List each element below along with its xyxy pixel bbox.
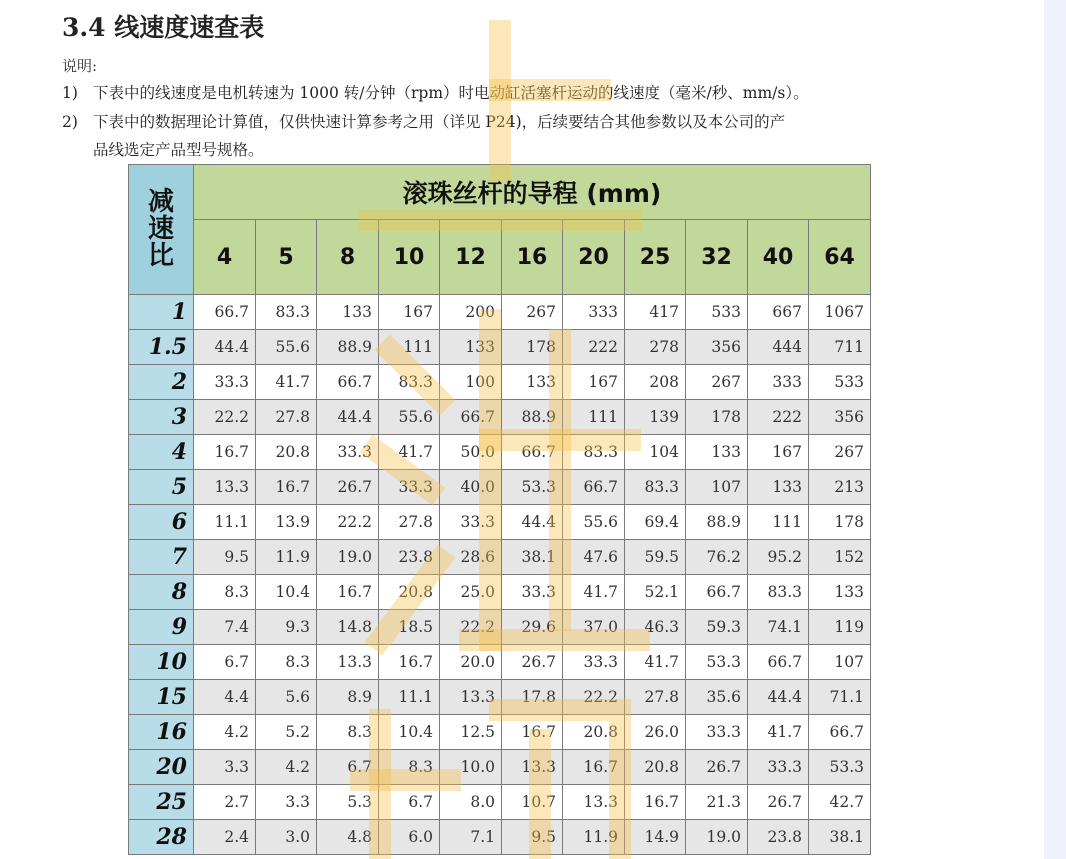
speed-value-cell: 33.3	[317, 435, 379, 470]
speed-value-cell: 66.7	[748, 645, 809, 680]
speed-value-cell: 133	[748, 470, 809, 505]
lead-header-cell: 5	[256, 220, 317, 295]
speed-value-cell: 5.2	[256, 715, 317, 750]
speed-value-cell: 37.0	[563, 610, 625, 645]
speed-value-cell: 1067	[809, 295, 871, 330]
ratio-cell: 16	[129, 715, 194, 750]
speed-value-cell: 267	[686, 365, 748, 400]
speed-value-cell: 17.8	[502, 680, 563, 715]
ratio-cell: 25	[129, 785, 194, 820]
speed-value-cell: 35.6	[686, 680, 748, 715]
speed-value-cell: 38.1	[809, 820, 871, 855]
lead-header-cell: 12	[440, 220, 502, 295]
speed-value-cell: 46.3	[625, 610, 686, 645]
speed-value-cell: 69.4	[625, 505, 686, 540]
speed-value-cell: 66.7	[563, 470, 625, 505]
speed-value-cell: 66.7	[502, 435, 563, 470]
speed-value-cell: 667	[748, 295, 809, 330]
speed-value-cell: 71.1	[809, 680, 871, 715]
ratio-cell: 6	[129, 505, 194, 540]
speed-value-cell: 356	[686, 330, 748, 365]
speed-value-cell: 74.1	[748, 610, 809, 645]
speed-value-cell: 22.2	[563, 680, 625, 715]
speed-value-cell: 26.7	[686, 750, 748, 785]
speed-value-cell: 711	[809, 330, 871, 365]
speed-value-cell: 16.7	[379, 645, 440, 680]
ratio-cell: 20	[129, 750, 194, 785]
speed-value-cell: 52.1	[625, 575, 686, 610]
speed-value-cell: 8.3	[194, 575, 256, 610]
section-heading: 3.4 线速度速查表	[62, 13, 265, 42]
table-row	[129, 680, 871, 715]
speed-value-cell: 13.3	[502, 750, 563, 785]
speed-value-cell: 107	[809, 645, 871, 680]
table-row	[129, 610, 871, 645]
speed-value-cell: 20.8	[379, 575, 440, 610]
speed-value-cell: 111	[563, 400, 625, 435]
speed-value-cell: 29.6	[502, 610, 563, 645]
speed-value-cell: 83.3	[379, 365, 440, 400]
speed-value-cell: 333	[748, 365, 809, 400]
speed-value-cell: 22.2	[317, 505, 379, 540]
ratio-cell: 10	[129, 645, 194, 680]
speed-value-cell: 200	[440, 295, 502, 330]
speed-value-cell: 133	[317, 295, 379, 330]
speed-value-cell: 2.4	[194, 820, 256, 855]
speed-value-cell: 42.7	[809, 785, 871, 820]
table-row	[129, 820, 871, 855]
note-2	[62, 110, 785, 132]
speed-value-cell: 18.5	[379, 610, 440, 645]
ratio-header	[129, 165, 194, 295]
table-row	[129, 645, 871, 680]
lead-header-row	[129, 220, 871, 295]
speed-value-cell: 119	[809, 610, 871, 645]
speed-value-cell: 13.9	[256, 505, 317, 540]
speed-value-cell: 139	[625, 400, 686, 435]
speed-value-cell: 27.8	[256, 400, 317, 435]
speed-value-cell: 83.3	[625, 470, 686, 505]
speed-value-cell: 3.0	[256, 820, 317, 855]
speed-value-cell: 12.5	[440, 715, 502, 750]
table-row	[129, 785, 871, 820]
ratio-cell: 1	[129, 295, 194, 330]
note-text: 下表中的线速度是电机转速为 1000 转/分钟（rpm）时电动缸活塞杆运动的线速度（毫米/秒、mm/s）。	[93, 84, 809, 102]
speed-value-cell: 83.3	[256, 295, 317, 330]
speed-value-cell: 9.5	[502, 820, 563, 855]
ratio-header-text: 减速比	[147, 187, 174, 271]
speed-value-cell: 5.3	[317, 785, 379, 820]
speed-value-cell: 33.3	[748, 750, 809, 785]
speed-value-cell: 55.6	[563, 505, 625, 540]
speed-value-cell: 20.8	[625, 750, 686, 785]
lead-header-cell: 32	[686, 220, 748, 295]
speed-value-cell: 47.6	[563, 540, 625, 575]
speed-value-cell: 152	[809, 540, 871, 575]
speed-value-cell: 8.3	[256, 645, 317, 680]
speed-value-cell: 66.7	[809, 715, 871, 750]
speed-value-cell: 222	[563, 330, 625, 365]
speed-value-cell: 33.3	[440, 505, 502, 540]
speed-value-cell: 7.1	[440, 820, 502, 855]
ratio-cell: 9	[129, 610, 194, 645]
speed-value-cell: 19.0	[686, 820, 748, 855]
speed-value-cell: 8.0	[440, 785, 502, 820]
speed-value-cell: 178	[502, 330, 563, 365]
speed-value-cell: 33.3	[379, 470, 440, 505]
speed-value-cell: 4.2	[256, 750, 317, 785]
speed-value-cell: 9.5	[194, 540, 256, 575]
speed-value-cell: 13.3	[440, 680, 502, 715]
speed-value-cell: 111	[379, 330, 440, 365]
speed-value-cell: 14.9	[625, 820, 686, 855]
speed-value-cell: 16.7	[563, 750, 625, 785]
ratio-cell: 15	[129, 680, 194, 715]
ratio-cell: 2	[129, 365, 194, 400]
speed-value-cell: 133	[686, 435, 748, 470]
speed-value-cell: 88.9	[317, 330, 379, 365]
speed-value-cell: 66.7	[440, 400, 502, 435]
speed-value-cell: 213	[809, 470, 871, 505]
speed-value-cell: 533	[686, 295, 748, 330]
speed-value-cell: 167	[748, 435, 809, 470]
speed-value-cell: 16.7	[194, 435, 256, 470]
ratio-cell: 7	[129, 540, 194, 575]
table-row	[129, 365, 871, 400]
speed-value-cell: 66.7	[194, 295, 256, 330]
scrollbar-track[interactable]	[1044, 0, 1066, 859]
speed-value-cell: 4.8	[317, 820, 379, 855]
table-body	[129, 295, 871, 855]
speed-value-cell: 76.2	[686, 540, 748, 575]
speed-value-cell: 100	[440, 365, 502, 400]
table-row	[129, 295, 871, 330]
table-row	[129, 750, 871, 785]
speed-value-cell: 41.7	[625, 645, 686, 680]
speed-value-cell: 167	[379, 295, 440, 330]
speed-value-cell: 4.2	[194, 715, 256, 750]
speed-value-cell: 23.8	[748, 820, 809, 855]
speed-value-cell: 133	[809, 575, 871, 610]
speed-value-cell: 133	[440, 330, 502, 365]
speed-value-cell: 83.3	[563, 435, 625, 470]
speed-value-cell: 278	[625, 330, 686, 365]
speed-value-cell: 50.0	[440, 435, 502, 470]
speed-value-cell: 8.3	[379, 750, 440, 785]
ratio-cell: 28	[129, 820, 194, 855]
speed-value-cell: 16.7	[317, 575, 379, 610]
speed-value-cell: 55.6	[256, 330, 317, 365]
speed-value-cell: 10.7	[502, 785, 563, 820]
speed-value-cell: 6.0	[379, 820, 440, 855]
speed-value-cell: 10.0	[440, 750, 502, 785]
speed-value-cell: 88.9	[686, 505, 748, 540]
ratio-cell: 5	[129, 470, 194, 505]
speed-value-cell: 107	[686, 470, 748, 505]
linear-speed-table	[128, 164, 871, 855]
speed-value-cell: 104	[625, 435, 686, 470]
speed-value-cell: 41.7	[563, 575, 625, 610]
speed-value-cell: 55.6	[379, 400, 440, 435]
ratio-cell: 3	[129, 400, 194, 435]
speed-value-cell: 3.3	[194, 750, 256, 785]
note-number: 1)	[62, 84, 78, 102]
speed-value-cell: 53.3	[686, 645, 748, 680]
speed-value-cell: 41.7	[379, 435, 440, 470]
speed-value-cell: 533	[809, 365, 871, 400]
speed-value-cell: 28.6	[440, 540, 502, 575]
speed-value-cell: 8.3	[317, 715, 379, 750]
table-row	[129, 575, 871, 610]
speed-value-cell: 26.7	[502, 645, 563, 680]
speed-value-cell: 11.1	[379, 680, 440, 715]
speed-value-cell: 19.0	[317, 540, 379, 575]
table-row	[129, 435, 871, 470]
speed-value-cell: 95.2	[748, 540, 809, 575]
table-row	[129, 470, 871, 505]
speed-value-cell: 7.4	[194, 610, 256, 645]
speed-value-cell: 33.3	[686, 715, 748, 750]
speed-value-cell: 8.9	[317, 680, 379, 715]
speed-value-cell: 10.4	[379, 715, 440, 750]
speed-value-cell: 44.4	[748, 680, 809, 715]
table-row	[129, 540, 871, 575]
speed-value-cell: 38.1	[502, 540, 563, 575]
speed-value-cell: 10.4	[256, 575, 317, 610]
ratio-cell: 1.5	[129, 330, 194, 365]
speed-value-cell: 267	[502, 295, 563, 330]
speed-value-cell: 26.0	[625, 715, 686, 750]
speed-value-cell: 5.6	[256, 680, 317, 715]
speed-value-cell: 11.9	[563, 820, 625, 855]
speed-value-cell: 267	[809, 435, 871, 470]
lead-header-cell: 25	[625, 220, 686, 295]
speed-value-cell: 44.4	[502, 505, 563, 540]
speed-value-cell: 59.3	[686, 610, 748, 645]
note-number: 2)	[62, 113, 78, 131]
lead-header-cell: 4	[194, 220, 256, 295]
speed-value-cell: 13.3	[563, 785, 625, 820]
speed-value-cell: 33.3	[502, 575, 563, 610]
speed-value-cell: 14.8	[317, 610, 379, 645]
speed-value-cell: 417	[625, 295, 686, 330]
speed-value-cell: 13.3	[317, 645, 379, 680]
speed-value-cell: 111	[748, 505, 809, 540]
note-2-continuation: 品线选定产品型号规格。	[93, 141, 264, 159]
speed-value-cell: 11.1	[194, 505, 256, 540]
speed-value-cell: 41.7	[748, 715, 809, 750]
speed-value-cell: 6.7	[379, 785, 440, 820]
speed-value-cell: 9.3	[256, 610, 317, 645]
speed-value-cell: 13.3	[194, 470, 256, 505]
speed-value-cell: 26.7	[317, 470, 379, 505]
note-text: 下表中的数据理论计算值，仅供快速计算参考之用（详见 P24)，后续要结合其他参数以及本公司的产	[93, 113, 786, 131]
note-1	[62, 81, 809, 103]
speed-value-cell: 167	[563, 365, 625, 400]
speed-value-cell: 178	[809, 505, 871, 540]
speed-value-cell: 2.7	[194, 785, 256, 820]
speed-value-cell: 44.4	[194, 330, 256, 365]
speed-value-cell: 40.0	[440, 470, 502, 505]
lead-header-cell: 20	[563, 220, 625, 295]
speed-value-cell: 6.7	[317, 750, 379, 785]
speed-value-cell: 222	[748, 400, 809, 435]
speed-value-cell: 16.7	[625, 785, 686, 820]
speed-value-cell: 6.7	[194, 645, 256, 680]
speed-value-cell: 16.7	[502, 715, 563, 750]
speed-value-cell: 20.8	[563, 715, 625, 750]
speed-value-cell: 22.2	[440, 610, 502, 645]
speed-value-cell: 22.2	[194, 400, 256, 435]
speed-value-cell: 11.9	[256, 540, 317, 575]
speed-value-cell: 333	[563, 295, 625, 330]
speed-value-cell: 25.0	[440, 575, 502, 610]
speed-value-cell: 41.7	[256, 365, 317, 400]
speed-value-cell: 208	[625, 365, 686, 400]
table-row	[129, 400, 871, 435]
speed-value-cell: 16.7	[256, 470, 317, 505]
speed-value-cell: 178	[686, 400, 748, 435]
speed-value-cell: 53.3	[502, 470, 563, 505]
speed-value-cell: 83.3	[748, 575, 809, 610]
speed-value-cell: 33.3	[563, 645, 625, 680]
table-row	[129, 715, 871, 750]
lead-header-cell: 10	[379, 220, 440, 295]
speed-value-cell: 88.9	[502, 400, 563, 435]
speed-value-cell: 20.8	[256, 435, 317, 470]
speed-value-cell: 356	[809, 400, 871, 435]
description-label: 说明:	[62, 57, 98, 75]
speed-value-cell: 66.7	[317, 365, 379, 400]
lead-header-cell: 16	[502, 220, 563, 295]
speed-value-cell: 444	[748, 330, 809, 365]
table-row	[129, 330, 871, 365]
speed-value-cell: 4.4	[194, 680, 256, 715]
speed-value-cell: 21.3	[686, 785, 748, 820]
speed-value-cell: 23.8	[379, 540, 440, 575]
speed-value-cell: 20.0	[440, 645, 502, 680]
lead-group-header: 滚珠丝杆的导程 (mm)	[194, 165, 871, 220]
ratio-cell: 4	[129, 435, 194, 470]
speed-value-cell: 3.3	[256, 785, 317, 820]
speed-value-cell: 27.8	[625, 680, 686, 715]
table-row	[129, 505, 871, 540]
speed-value-cell: 26.7	[748, 785, 809, 820]
speed-value-cell: 27.8	[379, 505, 440, 540]
lead-header-cell: 40	[748, 220, 809, 295]
ratio-cell: 8	[129, 575, 194, 610]
speed-value-cell: 44.4	[317, 400, 379, 435]
speed-value-cell: 53.3	[809, 750, 871, 785]
lead-header-cell: 8	[317, 220, 379, 295]
speed-value-cell: 59.5	[625, 540, 686, 575]
lead-header-cell: 64	[809, 220, 871, 295]
speed-value-cell: 33.3	[194, 365, 256, 400]
speed-value-cell: 66.7	[686, 575, 748, 610]
speed-value-cell: 133	[502, 365, 563, 400]
